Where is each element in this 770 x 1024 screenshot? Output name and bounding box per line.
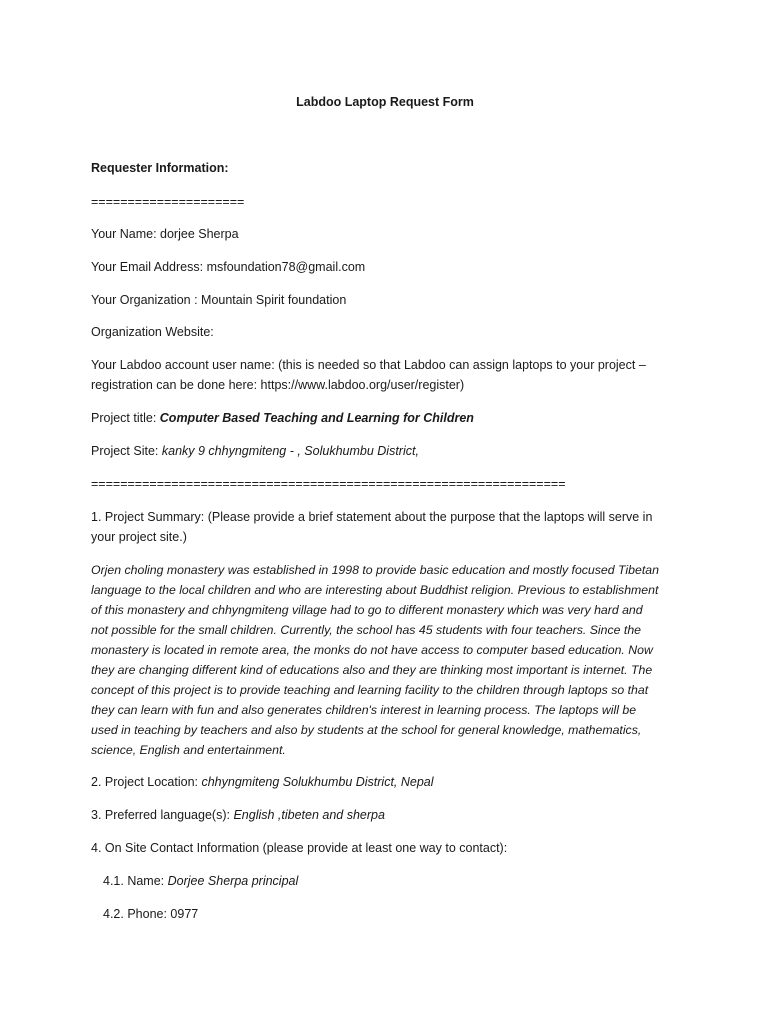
divider-short: =====================	[91, 195, 245, 209]
contact-name-label: 4.1. Name:	[103, 874, 168, 888]
summary-text-line: monastery is located in remote area, the monks do not have access to computer based education. Now	[91, 643, 653, 657]
contact-phone-line	[103, 904, 198, 924]
summary-text-line: they can learn with fun and also generates children's interest in learning process. The laptops will be	[91, 703, 637, 717]
summary-question-line-2: your project site.)	[91, 530, 187, 544]
name-line	[91, 224, 239, 244]
organization-value: Mountain Spirit foundation	[201, 293, 347, 307]
contact-name-line	[103, 871, 298, 891]
summary-text-line: they are changing different kind of educations also and they are thinking most important is internet. The	[91, 663, 653, 677]
contact-phone-label: 4.2. Phone:	[103, 907, 171, 921]
summary-text-line: Orjen choling monastery was established in 1998 to provide basic education and mostly focused Tibetan	[91, 563, 659, 577]
website-line: Organization Website:	[91, 325, 214, 339]
summary-text-line: concept of this project is to provide teaching and learning facility to the children through laptops so that	[91, 683, 649, 697]
project-title-line	[91, 408, 474, 428]
summary-text	[91, 560, 691, 760]
name-label: Your Name:	[91, 227, 161, 241]
language-line	[91, 805, 385, 825]
project-site-value: kanky 9 chhyngmiteng - , Solukhumbu District,	[161, 444, 419, 458]
email-line	[91, 257, 365, 277]
account-line-2: registration can be done here: https://www.labdoo.org/user/register)	[91, 378, 465, 392]
contact-heading: 4. On Site Contact Information (please provide at least one way to contact):	[91, 841, 508, 855]
summary-text-line: used in teaching by teachers and also by students at the school for general knowledge, mathematics,	[91, 723, 642, 737]
summary-text-line: of this monastery and chhyngmiteng village had to go to different monastery which was very hard and	[91, 603, 643, 617]
project-title-label: Project title:	[91, 411, 160, 425]
organization-line	[91, 290, 346, 310]
name-value: dorjee Sherpa	[160, 227, 239, 241]
language-label: 3. Preferred language(s):	[91, 808, 234, 822]
email-value: msfoundation78@gmail.com	[206, 260, 366, 274]
contact-phone-value: 0977	[170, 907, 199, 921]
location-line	[91, 772, 434, 792]
summary-question-line-1: 1. Project Summary: (Please provide a brief statement about the purpose that the laptops will serve in	[91, 510, 653, 524]
project-site-line	[91, 441, 419, 461]
requester-heading: Requester Information:	[91, 161, 229, 175]
project-site-label: Project Site:	[91, 444, 162, 458]
email-label: Your Email Address:	[91, 260, 207, 274]
summary-text-line: not possible for the small children. Currently, the school has 45 students with four teachers. Since the	[91, 623, 642, 637]
location-value: chhyngmiteng Solukhumbu District, Nepal	[201, 775, 434, 789]
form-title: Labdoo Laptop Request Form	[296, 95, 474, 109]
language-value: English ,tibeten and sherpa	[233, 808, 385, 822]
contact-name-value: Dorjee Sherpa principal	[167, 874, 299, 888]
location-label: 2. Project Location:	[91, 775, 202, 789]
account-line-1: Your Labdoo account user name: (this is needed so that Labdoo can assign laptops to your project –	[91, 358, 646, 372]
project-title-value: Computer Based Teaching and Learning for Children	[159, 411, 474, 425]
organization-label: Your Organization :	[91, 293, 202, 307]
divider-long: =================================================================	[91, 477, 566, 491]
summary-text-line: science, English and entertainment.	[91, 743, 286, 757]
summary-text-line: language to the local children and who are interesting about Buddhist religion. Previous to establishment	[91, 583, 659, 597]
